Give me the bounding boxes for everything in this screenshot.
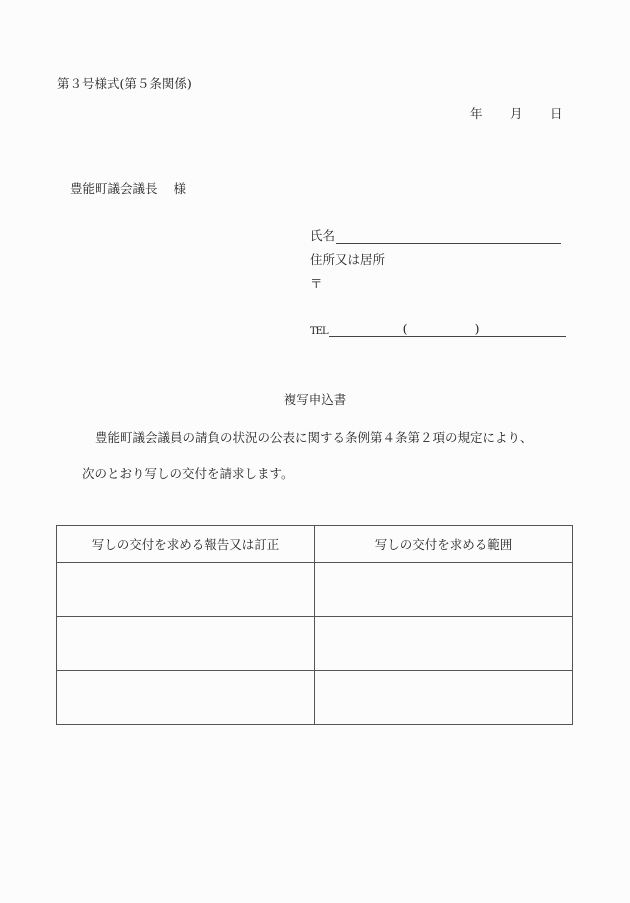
postal-mark-icon: 〒 xyxy=(310,276,323,291)
tel-paren-open: ( xyxy=(402,321,408,336)
header-scope: 写しの交付を求める範囲 xyxy=(315,526,573,563)
table-row xyxy=(57,617,573,671)
table-cell-scope[interactable] xyxy=(315,563,573,617)
document-title: 複写申込書 xyxy=(283,392,347,407)
table-row xyxy=(57,671,573,725)
addressee xyxy=(70,179,186,197)
date-month-label: 月 xyxy=(510,106,523,121)
applicant-tel-field xyxy=(310,322,566,337)
table-cell-scope[interactable] xyxy=(315,617,573,671)
tel-label: TEL xyxy=(310,326,328,337)
date-day-label: 日 xyxy=(550,106,563,121)
date-year-label: 年 xyxy=(470,106,483,121)
table-cell-report[interactable] xyxy=(57,563,315,617)
tel-paren-close: ) xyxy=(474,321,480,336)
table-header-row xyxy=(57,526,573,563)
name-label: 氏名 xyxy=(310,228,336,243)
header-report-or-correction: 写しの交付を求める報告又は訂正 xyxy=(57,526,315,563)
table-cell-report[interactable] xyxy=(57,617,315,671)
body-text-line-2: 次のとおり写しの交付を請求します。 xyxy=(82,466,294,481)
address-label: 住所又は居所 xyxy=(310,252,386,267)
addressee-honorific: 様 xyxy=(173,181,187,196)
body-text-line-1: 豊能町議会議員の請負の状況の公表に関する条例第４条第２項の規定により、 xyxy=(95,430,533,445)
table-cell-report[interactable] xyxy=(57,671,315,725)
date-line xyxy=(470,104,563,122)
tel-blank-line[interactable] xyxy=(329,322,566,337)
table-row xyxy=(57,563,573,617)
request-table xyxy=(56,525,573,725)
applicant-name-field xyxy=(310,226,561,244)
addressee-name: 豊能町議会議長 xyxy=(70,181,158,196)
table-cell-scope[interactable] xyxy=(315,671,573,725)
form-number: 第３号様式(第５条関係) xyxy=(57,76,192,91)
name-blank-line[interactable] xyxy=(336,229,561,244)
